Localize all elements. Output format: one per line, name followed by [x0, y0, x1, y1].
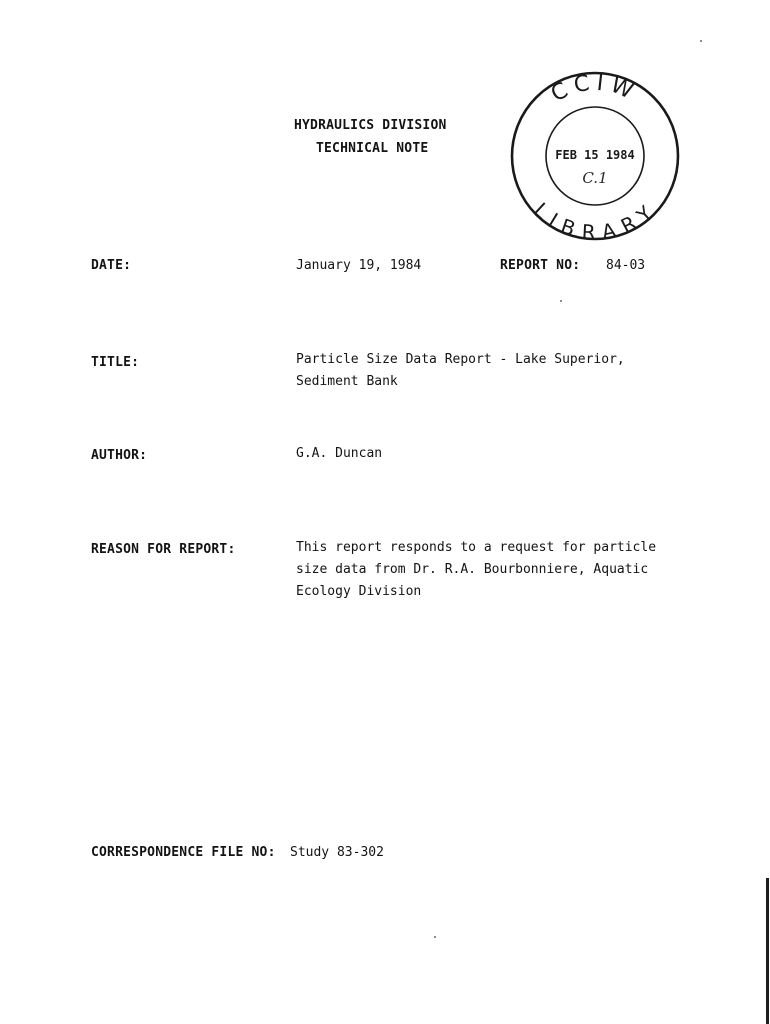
reason-label: REASON FOR REPORT:	[91, 542, 236, 557]
reason-line: This report responds to a request for particle	[296, 540, 657, 555]
library-stamp	[507, 68, 683, 244]
title-label: TITLE:	[91, 355, 140, 370]
stamp-top-text: CCIW	[547, 70, 643, 108]
scan-speck	[560, 300, 562, 302]
report-no-label: REPORT NO:	[500, 258, 581, 273]
title-line: Particle Size Data Report - Lake Superior,	[296, 352, 625, 367]
date-value: January 19, 1984	[296, 258, 422, 273]
scan-speck	[434, 936, 436, 938]
note-type-heading: TECHNICAL NOTE	[316, 141, 429, 156]
author-value: G.A. Duncan	[296, 446, 383, 461]
scan-edge-line	[766, 878, 769, 1024]
correspondence-label: CORRESPONDENCE FILE NO:	[91, 845, 276, 860]
date-label: DATE:	[91, 258, 132, 273]
stamp-date: FEB 15 1984	[555, 148, 635, 162]
title-value	[296, 349, 625, 393]
reason-value	[296, 537, 656, 603]
reason-line: Ecology Division	[296, 584, 422, 599]
author-label: AUTHOR:	[91, 448, 148, 463]
report-no-value: 84-03	[606, 258, 646, 273]
reason-line: size data from Dr. R.A. Bourbonniere, Aquatic	[296, 562, 649, 577]
division-heading: HYDRAULICS DIVISION	[294, 118, 447, 133]
scan-speck	[700, 40, 702, 42]
stamp-handwritten-note: C.1	[582, 169, 608, 187]
title-line: Sediment Bank	[296, 374, 398, 389]
correspondence-value: Study 83-302	[290, 845, 384, 860]
stamp-bottom-text: LIBRARY	[529, 197, 661, 244]
